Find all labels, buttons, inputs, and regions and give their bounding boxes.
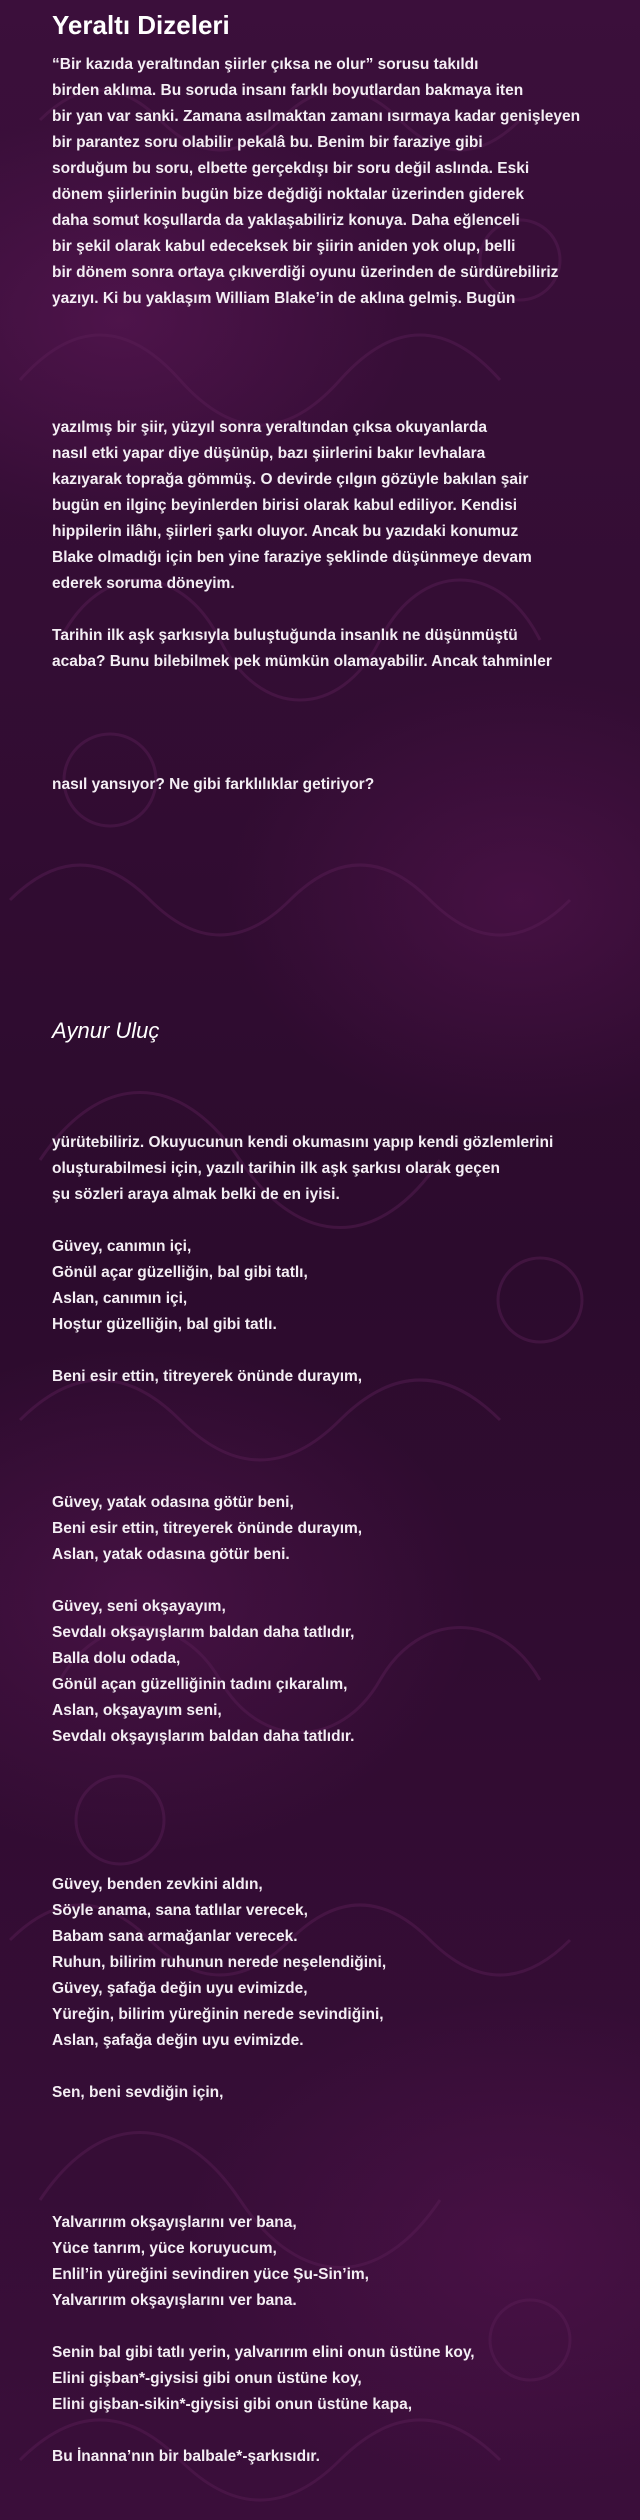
poem-line: Yalvarırım okşayışlarını ver bana, bbox=[52, 2214, 297, 2231]
intro-paragraph-4 bbox=[52, 772, 612, 798]
poem-line: Güvey, benden zevkini aldın, bbox=[52, 1876, 263, 1893]
poem-line: Güvey, seni okşayayım, bbox=[52, 1598, 226, 1615]
intro-paragraph-2 bbox=[52, 415, 612, 675]
poem-line: Elini gişban-sikin*-giysisi gibi onun üstüne kapa, bbox=[52, 2396, 412, 2413]
poem-line: Güvey, şafağa değin uyu evimizde, bbox=[52, 1980, 308, 1997]
poem-line: Babam sana armağanlar verecek. bbox=[52, 1928, 298, 1945]
poem-stanza-5 bbox=[52, 1872, 612, 2106]
text-line: yürütebiliriz. Okuyucunun kendi okumasını yapıp kendi gözlemlerini bbox=[52, 1134, 554, 1151]
poem-line: Balla dolu odada, bbox=[52, 1650, 181, 1667]
author-name: Aynur Uluç bbox=[52, 1018, 160, 1043]
poem-line: Yüreğin, bilirim yüreğinin nerede sevindiğini, bbox=[52, 2006, 384, 2023]
poem-line: Sevdalı okşayışlarım baldan daha tatlıdır. bbox=[52, 1728, 355, 1745]
poem-stanza-7 bbox=[52, 2210, 612, 2470]
poem-line: Aslan, yatak odasına götür beni. bbox=[52, 1546, 290, 1563]
poem-line: Gönül açan güzelliğinin tadını çıkaralım, bbox=[52, 1676, 348, 1693]
poem-line: Hoştur güzelliğin, bal gibi tatlı. bbox=[52, 1316, 277, 1333]
text-line: birden aklıma. Bu soruda insanı farklı boyutlardan bakmaya iten bbox=[52, 82, 524, 99]
text-line: bir dönem sonra ortaya çıkıverdiği oyunu üzerinden de sürdürebiliriz bbox=[52, 264, 559, 281]
text-line: dönem şiirlerinin bugün bize değdiği noktalar üzerinden giderek bbox=[52, 186, 524, 203]
poem-line: Söyle anama, sana tatlılar verecek, bbox=[52, 1902, 308, 1919]
text-line: hippilerin ilâhı, şiirleri şarkı oluyor. Ancak bu yazıdaki konumuz bbox=[52, 523, 519, 540]
poem-line: Ruhun, bilirim ruhunun nerede neşelendiğini, bbox=[52, 1954, 387, 1971]
poem-line: Senin bal gibi tatlı yerin, yalvarırım elini onun üstüne koy, bbox=[52, 2344, 475, 2361]
text-line: ederek soruma döneyim. bbox=[52, 575, 235, 592]
text-line: kazıyarak toprağa gömmüş. O devirde çılgın gözüyle bakılan şair bbox=[52, 471, 529, 488]
text-line: bir şekil olarak kabul edeceksek bir şiirin aniden yok olup, belli bbox=[52, 238, 516, 255]
intro-paragraph-1 bbox=[52, 52, 612, 312]
poem-line: Aslan, canımın içi, bbox=[52, 1290, 188, 1307]
text-line: Blake olmadığı için ben yine faraziye şeklinde düşünmeye devam bbox=[52, 549, 532, 566]
text-line: bugün en ilginç beyinlerden birisi olarak kabul ediliyor. Kendisi bbox=[52, 497, 518, 514]
poem-line: Gönül açar güzelliğin, bal gibi tatlı, bbox=[52, 1264, 308, 1281]
poem-line: Sevdalı okşayışlarım baldan daha tatlıdır, bbox=[52, 1624, 355, 1641]
text-line: şu sözleri araya almak belki de en iyisi. bbox=[52, 1186, 340, 1203]
poem-line: Bu İnanna’nın bir balbale*-şarkısıdır. bbox=[52, 2448, 320, 2465]
text-line: oluşturabilmesi için, yazılı tarihin ilk aşk şarkısı olarak geçen bbox=[52, 1160, 500, 1177]
poem-line: Yüce tanrım, yüce koruyucum, bbox=[52, 2240, 277, 2257]
poem-line: Beni esir ettin, titreyerek önünde durayım, bbox=[52, 1520, 363, 1537]
text-line: nasıl yansıyor? Ne gibi farklılıklar getiriyor? bbox=[52, 776, 375, 793]
text-line: bir yan var sanki. Zamana asılmaktan zamanı ısırmaya kadar genişleyen bbox=[52, 108, 581, 125]
text-line: yazılmış bir şiir, yüzyıl sonra yeraltından çıksa okuyanlarda bbox=[52, 419, 488, 436]
poem-line: Beni esir ettin, titreyerek önünde durayım, bbox=[52, 1368, 363, 1385]
text-line: nasıl etki yapar diye düşünüp, bazı şiirlerini bakır levhalara bbox=[52, 445, 486, 462]
poem-line: Enlil’in yüreğini sevindiren yüce Şu-Sin’im, bbox=[52, 2266, 369, 2283]
text-line: sorduğum bu soru, elbette gerçekdışı bir soru değil aslında. Eski bbox=[52, 160, 530, 177]
poem-line: Elini gişban*-giysisi gibi onun üstüne koy, bbox=[52, 2370, 362, 2387]
text-line: acaba? Bunu bilebilmek pek mümkün olamayabilir. Ancak tahminler bbox=[52, 653, 552, 670]
text-line: bir parantez soru olabilir pekalâ bu. Benim bir faraziye gibi bbox=[52, 134, 483, 151]
text-line: “Bir kazıda yeraltından şiirler çıksa ne olur” sorusu takıldı bbox=[52, 56, 479, 73]
poem-line: Yalvarırım okşayışlarını ver bana. bbox=[52, 2292, 297, 2309]
poem-stanza-3 bbox=[52, 1490, 612, 1750]
poem-line: Aslan, okşayayım seni, bbox=[52, 1702, 222, 1719]
text-line: daha somut koşullarda da yaklaşabiliriz konuya. Daha eğlenceli bbox=[52, 212, 520, 229]
body-paragraph bbox=[52, 1130, 612, 1390]
poem-line: Sen, beni sevdiğin için, bbox=[52, 2084, 224, 2101]
poem-line: Güvey, yatak odasına götür beni, bbox=[52, 1494, 294, 1511]
poem-line: Güvey, canımın içi, bbox=[52, 1238, 192, 1255]
poem-line: Aslan, şafağa değin uyu evimizde. bbox=[52, 2032, 304, 2049]
text-line: yazıyı. Ki bu yaklaşım William Blake’in de aklına gelmiş. Bugün bbox=[52, 290, 516, 307]
page-title: Yeraltı Dizeleri bbox=[52, 10, 230, 40]
text-line: Tarihin ilk aşk şarkısıyla buluştuğunda insanlık ne düşünmüştü bbox=[52, 627, 518, 644]
